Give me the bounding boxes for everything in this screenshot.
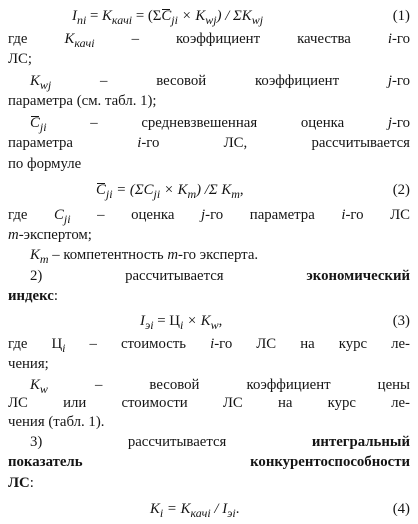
def-cji-line2: параметра i-го ЛС, рассчитывается bbox=[8, 135, 410, 151]
step-3: 3) рассчитывается интегральный bbox=[30, 434, 410, 450]
formula-3-expression: $I_{эi} = Ц_i \times K_w$, bbox=[140, 313, 223, 332]
def-kw-line3: чения (табл. 1). bbox=[8, 414, 105, 430]
def-cji-line3: по формуле bbox=[8, 156, 82, 172]
formula-3 bbox=[0, 310, 418, 332]
formula-4-number: (4) bbox=[392, 501, 410, 517]
def-cji: $C_{ji}$ – средневзвешенная оценка j-го bbox=[0, 112, 418, 134]
def-kkach: где $K_{качi}$ – коэффициент качества i-го bbox=[8, 31, 410, 50]
def-cji-raw-cont: m-экспертом; bbox=[8, 227, 92, 243]
def-tsi: где $Ц_i$ – стоимость i-го ЛС на курс ле- bbox=[8, 336, 410, 355]
formula-2 bbox=[0, 179, 418, 201]
formula-1-number: (1) bbox=[392, 8, 410, 24]
formula-2-number: (2) bbox=[392, 182, 410, 198]
formula-4 bbox=[0, 498, 418, 520]
def-kwj: $K_{wj}$ – весовой коэффициент j-го bbox=[30, 73, 410, 92]
def-kkach-cont: ЛС; bbox=[8, 51, 33, 67]
def-km: $K_m$ – компетентность m-го эксперта. bbox=[30, 247, 259, 266]
def-kwj-cont: параметра (см. табл. 1); bbox=[8, 93, 157, 109]
formula-3-number: (3) bbox=[392, 313, 410, 329]
def-cji-raw: где $C_{ji}$ – оценка j-го параметра i-го ЛС bbox=[8, 207, 410, 226]
formula-1 bbox=[0, 5, 418, 27]
step-3-line2: показатель конкурентоспособности bbox=[8, 454, 410, 470]
step-2-cont: индекс: bbox=[8, 288, 58, 304]
def-tsi-cont: чения; bbox=[8, 356, 49, 372]
formula-1-expression: $I_{ni} = K_{качi} = (\Sigma C_{ji} \times K_{wj}) / \Sigma K_{wj}$ bbox=[72, 5, 263, 31]
step-2: 2) рассчитывается экономический bbox=[30, 268, 410, 284]
def-kw: $K_w$ – весовой коэффициент цены bbox=[30, 377, 410, 396]
formula-2-expression: $C_{ji} = (\Sigma C_{ji} \times K_m)$ /Σ $K_m$, bbox=[96, 179, 244, 205]
step-3-line3: ЛС: bbox=[8, 475, 34, 491]
def-kw-line2: ЛС или стоимости ЛС на курс ле- bbox=[8, 395, 410, 411]
formula-4-expression: $K_i = K_{качi} / I_{эi}$. bbox=[150, 501, 240, 520]
